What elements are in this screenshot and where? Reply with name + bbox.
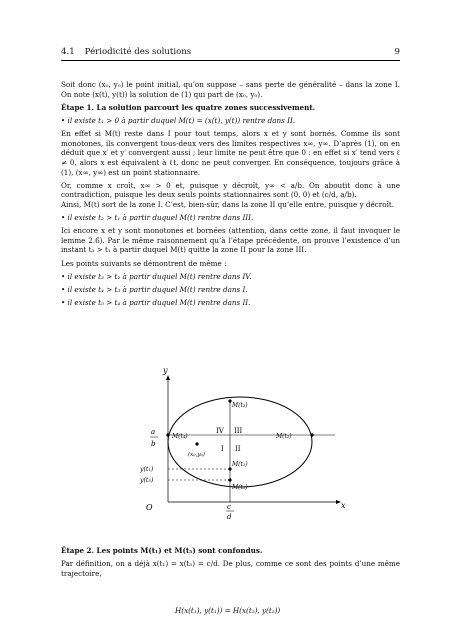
- label-m-t4: M(t₄): [172, 433, 188, 440]
- y-axis-arrow: [166, 375, 170, 380]
- page-number: 9: [394, 47, 400, 57]
- paragraph-step-2: Par définition, on a déjà x(t₁) = x(t₅) = c/d. De plus, comme ce sont des points d’une même trajectoire,: [61, 559, 400, 578]
- label-m-t1: M(t₁): [232, 461, 248, 468]
- label-y-t1: y(t₁): [140, 466, 154, 473]
- paragraph-proof-2: Ici encore x et y sont monotones et bornées (attention, dans cette zone, il faut invoquer le lemme 2.6). Par le même raisonnement qu’à l’étape précédente, on prouve l’existence d’un instant t₃ > t₁ à partir duquel M(t) quitte la zone II pour la zone III.: [61, 226, 400, 255]
- claim-t3: • il existe t₃ > t₂ à partir duquel M(t) rentre dans IV.: [61, 272, 400, 282]
- zone-iii-label: III: [234, 427, 243, 435]
- label-m-t2: M(t₂): [276, 433, 292, 440]
- paragraph-proof-1: En effet si M(t) reste dans I pour tout temps, alors x et y sont bornés. Comme ils sont monotones, ils convergent tous-deux vers des limites respectives x∞, y∞. D’après (1), on en déduit que x′ et y′ convergent aussi ; leur limite ne peut être que 0 : en effet si x′ tend vers ℓ ≠ 0, alors x est équivalent à ℓt, donc ne peut converger. En conséquence, toujours grâce à (1), (x∞, y∞) est un point stationnaire.: [61, 129, 400, 177]
- origin-label: O: [146, 503, 153, 512]
- closed-trajectory: [168, 397, 312, 487]
- point-m-t4: [166, 433, 169, 436]
- step-1-heading: Étape 1. La solution parcourt les quatre zones successivement.: [61, 102, 316, 112]
- y-axis-label: y: [163, 366, 168, 375]
- label-m-t5: M(t₅): [232, 484, 248, 491]
- zone-iv-label: IV: [216, 427, 224, 435]
- x-axis-label: x: [341, 501, 346, 510]
- body-text-bottom: [61, 546, 400, 582]
- claim-t2: • il existe t₂ > t₁ à partir duquel M(t) rentre dans III.: [61, 213, 400, 223]
- claim-t5: • il existe t₅ > t₄ à partir duquel M(t) rentre dans II.: [61, 298, 400, 308]
- paragraph-contradiction: Or, comme x croît, x∞ > 0 et, puisque y décroît, y∞ < a/b. On aboutit donc à une contradiction, puisque les deux seuls points stationnaires sont (0, 0) et (c/d, a/b).: [61, 180, 400, 200]
- step-2-heading: Étape 2. Les points M(t₁) et M(t₅) sont confondus.: [61, 546, 263, 555]
- label-b: b: [151, 440, 156, 448]
- paragraph-intro: Soit donc (x₀, y₀) le point initial, qu’on suppose – sans perte de généralité – dans la zone I. On note (x(t), y(t)) la solution de (1) qui part de (x₀, y₀).: [61, 80, 400, 99]
- zone-ii-label: II: [235, 445, 241, 453]
- label-m-t3: M(t₃): [232, 402, 248, 409]
- point-initial: [195, 442, 198, 445]
- display-equation: H(x(t₁), y(t₁)) = H(x(t₅), y(t₅)): [175, 606, 281, 615]
- claim-t1: • il existe t₁ > 0 à partir duquel M(t) = (x(t), y(t)) rentre dans II.: [61, 116, 400, 126]
- label-y-t5: y(t₅): [140, 477, 154, 484]
- label-initial-point: (x₀,y₀): [188, 452, 205, 458]
- paragraph-following: Les points suivants se démontrent de même :: [61, 258, 227, 268]
- label-a: a: [151, 428, 156, 436]
- zone-i-label: I: [221, 445, 224, 453]
- point-m-t5: [228, 478, 231, 481]
- paragraph-conclusion-1: Ainsi, M(t) sort de la zone I. C’est, bien-sûr, dans la zone II qu’elle entre, puisque y décroît.: [61, 199, 395, 209]
- label-c: c: [227, 503, 231, 511]
- claim-t4: • il existe t₄ > t₃ à partir duquel M(t) rentre dans I.: [61, 285, 400, 295]
- label-d: d: [227, 513, 232, 521]
- section-title: Périodicité des solutions: [84, 47, 192, 57]
- point-m-t2: [310, 433, 313, 436]
- section-number: 4.1: [61, 47, 75, 57]
